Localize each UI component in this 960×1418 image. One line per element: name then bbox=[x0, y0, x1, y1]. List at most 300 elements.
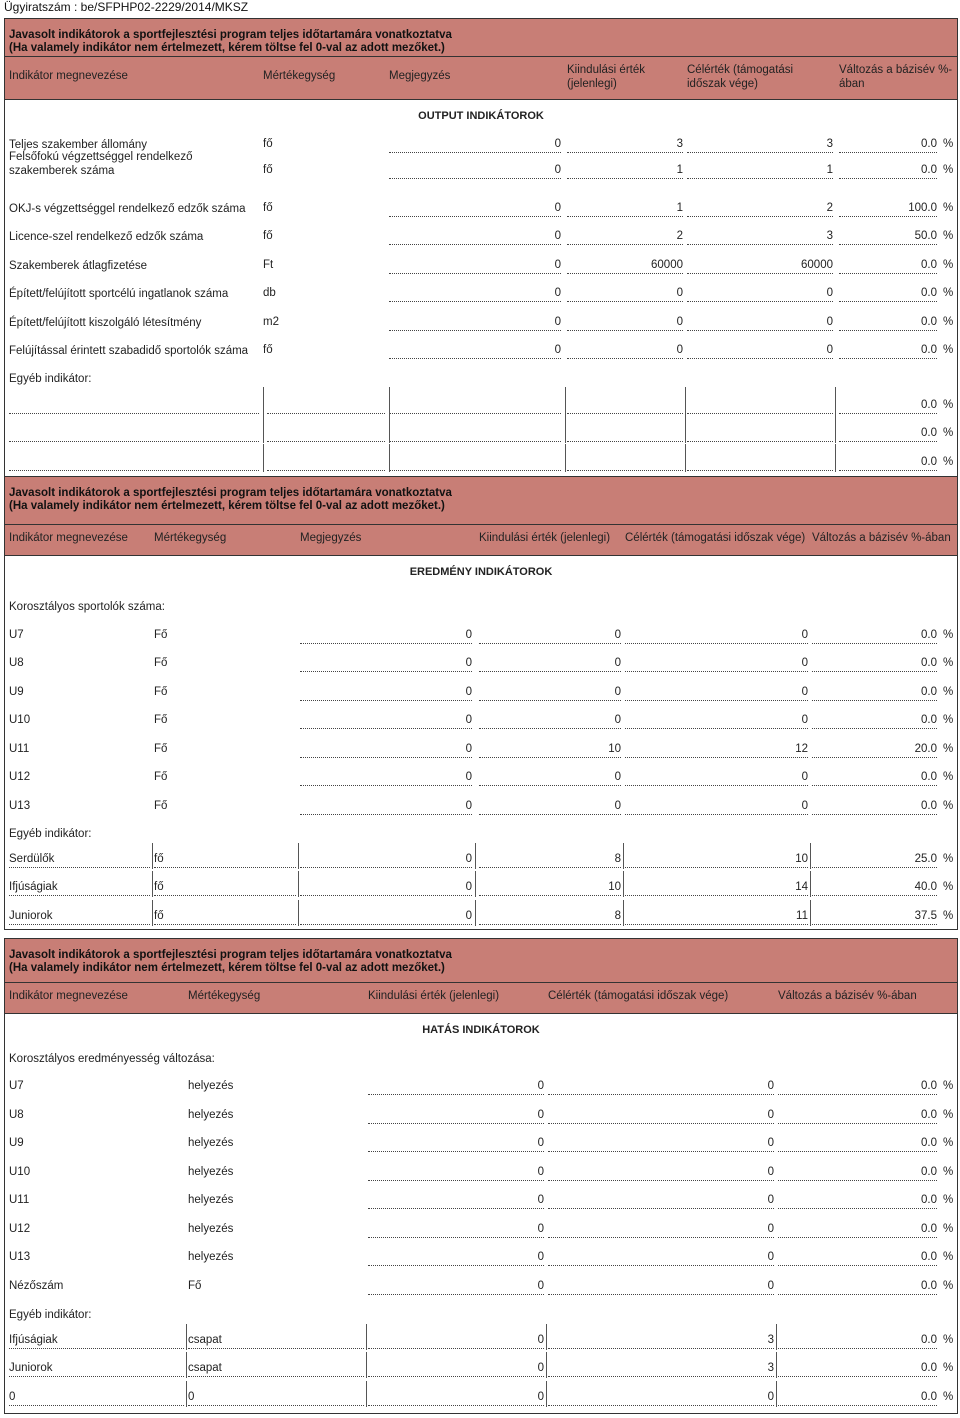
result-banner bbox=[5, 477, 957, 525]
indicator-unit: fő bbox=[263, 138, 273, 150]
column-divider bbox=[475, 843, 476, 869]
column-divider bbox=[366, 1324, 367, 1350]
start-value: 0 bbox=[465, 771, 472, 783]
change-value: 0.0 bbox=[921, 259, 937, 271]
start-value: 0 bbox=[554, 138, 561, 150]
change-value: 0.0 bbox=[921, 1391, 937, 1403]
indicator-name: U10 bbox=[9, 714, 31, 726]
end-value: 0 bbox=[676, 316, 683, 328]
target-value: 0 bbox=[767, 1166, 774, 1178]
banner-line1: Javasolt indikátorok a sportfejlesztési program teljes időtartamára vonatkoztatva bbox=[9, 949, 452, 961]
change-value: 0.0 bbox=[921, 1251, 937, 1263]
name-line bbox=[9, 924, 150, 925]
target-value: 0 bbox=[801, 800, 808, 812]
banner-line2: (Ha valamely indikátor nem értelmezett, kérem töltse fel 0-val az adott mezőket.) bbox=[9, 962, 445, 974]
start-value: 0 bbox=[554, 316, 561, 328]
column-divider bbox=[546, 1352, 547, 1378]
percent-sign: % bbox=[943, 202, 954, 214]
start-value: 0 bbox=[537, 1166, 544, 1178]
col-header-start: Kiindulási érték (jelenlegi) bbox=[368, 990, 500, 1002]
column-divider bbox=[263, 444, 264, 472]
change-line bbox=[839, 301, 937, 302]
target-value-line bbox=[548, 1123, 774, 1124]
indicator-name: U7 bbox=[9, 629, 24, 641]
column-divider bbox=[152, 843, 153, 869]
empty-field-line bbox=[567, 413, 683, 414]
indicator-unit: helyezés bbox=[188, 1251, 234, 1263]
target-value-line bbox=[625, 867, 808, 868]
column-divider bbox=[366, 1352, 367, 1378]
unit-line bbox=[154, 895, 296, 896]
column-divider bbox=[623, 900, 624, 926]
change-value: 0.0 bbox=[921, 686, 937, 698]
empty-field-line bbox=[567, 470, 683, 471]
change-line bbox=[778, 1265, 937, 1266]
result-header-row bbox=[5, 525, 957, 556]
target-value: 2 bbox=[826, 202, 833, 214]
col-header-note: Megjegyzés bbox=[389, 70, 451, 82]
unit-line bbox=[154, 867, 296, 868]
percent-sign: % bbox=[943, 743, 954, 755]
target-value-line bbox=[548, 1094, 774, 1095]
column-divider bbox=[546, 1324, 547, 1350]
change-value: 0.0 bbox=[921, 1166, 937, 1178]
indicator-unit: helyezés bbox=[188, 1137, 234, 1149]
indicator-unit: fő bbox=[263, 344, 273, 356]
start-value-line bbox=[368, 1405, 544, 1406]
target-value-line bbox=[548, 1180, 774, 1181]
percent-sign: % bbox=[943, 230, 954, 242]
end-value: 0 bbox=[676, 344, 683, 356]
impact-section bbox=[4, 938, 958, 1414]
empty-field-line bbox=[389, 413, 561, 414]
start-line bbox=[389, 178, 561, 179]
percent-sign: % bbox=[943, 1109, 954, 1121]
output-header-row bbox=[5, 57, 957, 100]
indicator-name: Felsőfokú végzettséggel rendelkező szakemberek száma bbox=[9, 151, 193, 177]
change-value: 0.0 bbox=[921, 427, 937, 439]
start-line bbox=[389, 152, 561, 153]
indicator-unit: fő bbox=[154, 910, 164, 922]
start-line bbox=[389, 330, 561, 331]
note-line bbox=[300, 671, 472, 672]
target-value: 0 bbox=[767, 1194, 774, 1206]
indicator-unit: csapat bbox=[188, 1362, 222, 1374]
end-value: 3 bbox=[676, 138, 683, 150]
change-line bbox=[839, 152, 937, 153]
note-line bbox=[300, 924, 472, 925]
empty-field-line bbox=[687, 441, 833, 442]
target-value: 0 bbox=[767, 1080, 774, 1092]
target-value: 0 bbox=[801, 657, 808, 669]
col-header-start: Kiindulási érték (jelenlegi) bbox=[567, 64, 645, 90]
group-label: Korosztályos sportolók száma: bbox=[9, 601, 165, 613]
percent-sign: % bbox=[943, 686, 954, 698]
column-divider bbox=[186, 1352, 187, 1378]
start-value: 0 bbox=[465, 800, 472, 812]
indicator-name: Felújítással érintett szabadidő sportolók száma bbox=[9, 345, 249, 357]
start-value-line bbox=[368, 1123, 544, 1124]
indicator-unit: helyezés bbox=[188, 1080, 234, 1092]
banner-line2: (Ha valamely indikátor nem értelmezett, kérem töltse fel 0-val az adott mezőket.) bbox=[9, 500, 445, 512]
column-divider bbox=[623, 871, 624, 897]
start-value: 0 bbox=[465, 881, 472, 893]
empty-field-line bbox=[9, 441, 259, 442]
col-header-unit: Mértékegység bbox=[154, 532, 227, 544]
change-value: 0.0 bbox=[921, 771, 937, 783]
column-divider bbox=[810, 900, 811, 926]
target-value: 3 bbox=[767, 1334, 774, 1346]
start-value-line bbox=[368, 1294, 544, 1295]
indicator-name: Juniorok bbox=[9, 910, 53, 922]
change-line bbox=[839, 358, 937, 359]
indicator-name: Teljes szakember állomány bbox=[9, 139, 148, 151]
col-header-name: Indikátor megnevezése bbox=[9, 990, 128, 1002]
col-header-target: Célérték (támogatási időszak vége) bbox=[687, 64, 794, 90]
percent-sign: % bbox=[943, 771, 954, 783]
file-id: Ügyiratszám : be/SFPHP02-2229/2014/MKSZ bbox=[4, 0, 249, 14]
change-value: 0.0 bbox=[921, 399, 937, 411]
change-value: 0.0 bbox=[921, 1109, 937, 1121]
column-divider bbox=[263, 415, 264, 443]
change-line bbox=[839, 216, 937, 217]
change-value: 0.0 bbox=[921, 1334, 937, 1346]
column-divider bbox=[685, 444, 686, 472]
percent-sign: % bbox=[943, 1334, 954, 1346]
column-divider bbox=[186, 1381, 187, 1407]
indicator-name: U13 bbox=[9, 800, 31, 812]
column-divider bbox=[389, 415, 390, 443]
result-section bbox=[4, 476, 958, 930]
target-value-line bbox=[548, 1376, 774, 1377]
column-divider bbox=[298, 871, 299, 897]
change-line bbox=[812, 924, 937, 925]
column-divider bbox=[565, 444, 566, 472]
empty-field-line bbox=[9, 470, 259, 471]
percent-sign: % bbox=[943, 427, 954, 439]
target-value: 0 bbox=[826, 344, 833, 356]
unit-line bbox=[188, 1348, 364, 1349]
end-value-line bbox=[567, 216, 683, 217]
percent-sign: % bbox=[943, 138, 954, 150]
change-line bbox=[839, 330, 937, 331]
indicator-name: U9 bbox=[9, 686, 24, 698]
start-value: 0 bbox=[537, 1080, 544, 1092]
percent-sign: % bbox=[943, 1251, 954, 1263]
end-value: 2 bbox=[676, 230, 683, 242]
indicator-name: OKJ-s végzettséggel rendelkező edzők száma bbox=[9, 203, 246, 215]
empty-field-line bbox=[267, 441, 385, 442]
end-value: 1 bbox=[676, 202, 683, 214]
group-label: Korosztályos eredményesség változása: bbox=[9, 1053, 215, 1065]
percent-sign: % bbox=[943, 1362, 954, 1374]
end-value-line bbox=[479, 785, 621, 786]
impact-banner bbox=[5, 939, 957, 983]
start-value: 0 bbox=[537, 1280, 544, 1292]
percent-sign: % bbox=[943, 287, 954, 299]
change-value: 25.0 bbox=[914, 853, 937, 865]
percent-sign: % bbox=[943, 629, 954, 641]
target-value: 3 bbox=[826, 138, 833, 150]
empty-field-line bbox=[687, 413, 833, 414]
column-divider bbox=[263, 387, 264, 415]
target-value: 0 bbox=[767, 1391, 774, 1403]
target-value-line bbox=[687, 358, 833, 359]
target-value: 11 bbox=[796, 910, 808, 922]
target-value: 0 bbox=[801, 714, 808, 726]
start-value: 0 bbox=[554, 344, 561, 356]
change-line bbox=[812, 671, 937, 672]
end-value-line bbox=[567, 301, 683, 302]
note-line bbox=[300, 700, 472, 701]
target-value-line bbox=[625, 924, 808, 925]
start-line bbox=[389, 216, 561, 217]
percent-sign: % bbox=[943, 316, 954, 328]
indicator-unit: helyezés bbox=[188, 1194, 234, 1206]
start-value: 0 bbox=[537, 1109, 544, 1121]
unit-line bbox=[188, 1376, 364, 1377]
change-line bbox=[778, 1094, 937, 1095]
indicator-unit: fő bbox=[263, 202, 273, 214]
percent-sign: % bbox=[943, 657, 954, 669]
target-value-line bbox=[548, 1265, 774, 1266]
column-divider bbox=[152, 900, 153, 926]
start-line bbox=[389, 358, 561, 359]
indicator-name: 0 bbox=[9, 1391, 16, 1403]
percent-sign: % bbox=[943, 1137, 954, 1149]
indicator-name: U7 bbox=[9, 1080, 24, 1092]
indicator-unit: csapat bbox=[188, 1334, 222, 1346]
percent-sign: % bbox=[943, 800, 954, 812]
indicator-name: Szakemberek átlagfizetése bbox=[9, 260, 148, 272]
change-line bbox=[778, 1180, 937, 1181]
indicator-unit: Fő bbox=[154, 714, 168, 726]
target-value-line bbox=[625, 785, 808, 786]
end-value: 0 bbox=[614, 629, 621, 641]
target-value-line bbox=[687, 273, 833, 274]
indicator-unit: Fő bbox=[188, 1280, 202, 1292]
col-header-start: Kiindulási érték (jelenlegi) bbox=[479, 532, 611, 544]
percent-sign: % bbox=[943, 881, 954, 893]
name-line bbox=[9, 1376, 184, 1377]
target-value-line bbox=[687, 301, 833, 302]
change-line bbox=[778, 1151, 937, 1152]
target-value-line bbox=[687, 178, 833, 179]
end-value-line bbox=[567, 273, 683, 274]
column-divider bbox=[475, 900, 476, 926]
change-value: 0.0 bbox=[921, 800, 937, 812]
name-line bbox=[9, 867, 150, 868]
target-value-line bbox=[625, 895, 808, 896]
indicator-name: U11 bbox=[9, 743, 30, 755]
column-divider bbox=[835, 415, 836, 443]
target-value: 3 bbox=[767, 1362, 774, 1374]
note-line bbox=[300, 643, 472, 644]
unit-line bbox=[188, 1405, 364, 1406]
target-value: 1 bbox=[826, 164, 833, 176]
start-value: 0 bbox=[554, 202, 561, 214]
indicator-unit: Ft bbox=[263, 259, 274, 271]
percent-sign: % bbox=[943, 1166, 954, 1178]
start-value: 0 bbox=[465, 714, 472, 726]
change-line bbox=[778, 1237, 937, 1238]
indicator-name: Licence-szel rendelkező edzők száma bbox=[9, 231, 204, 243]
start-value: 0 bbox=[465, 910, 472, 922]
percent-sign: % bbox=[943, 344, 954, 356]
column-divider bbox=[565, 415, 566, 443]
change-line bbox=[812, 895, 937, 896]
indicator-unit: fő bbox=[263, 230, 273, 242]
note-line bbox=[300, 867, 472, 868]
target-value: 3 bbox=[826, 230, 833, 242]
indicator-unit: db bbox=[263, 287, 276, 299]
target-value: 12 bbox=[795, 743, 808, 755]
end-value: 10 bbox=[608, 881, 621, 893]
indicator-name: U10 bbox=[9, 1166, 31, 1178]
end-value-line bbox=[479, 867, 621, 868]
end-value: 1 bbox=[676, 164, 683, 176]
target-value: 0 bbox=[801, 771, 808, 783]
start-value-line bbox=[368, 1180, 544, 1181]
percent-sign: % bbox=[943, 714, 954, 726]
end-value: 0 bbox=[614, 800, 621, 812]
column-divider bbox=[810, 843, 811, 869]
indicator-unit: fő bbox=[263, 164, 273, 176]
banner-line1: Javasolt indikátorok a sportfejlesztési program teljes időtartamára vonatkoztatva bbox=[9, 487, 452, 499]
start-value: 0 bbox=[554, 259, 561, 271]
target-value-line bbox=[548, 1294, 774, 1295]
target-value-line bbox=[548, 1405, 774, 1406]
end-value-line bbox=[567, 358, 683, 359]
change-line bbox=[778, 1376, 937, 1377]
start-value: 0 bbox=[537, 1362, 544, 1374]
col-header-target: Célérték (támogatási időszak vége) bbox=[625, 532, 806, 544]
end-value: 0 bbox=[614, 686, 621, 698]
empty-field-line bbox=[389, 441, 561, 442]
start-value-line bbox=[368, 1348, 544, 1349]
change-value: 0.0 bbox=[921, 138, 937, 150]
column-divider bbox=[366, 1381, 367, 1407]
name-line bbox=[9, 895, 150, 896]
indicator-unit: helyezés bbox=[188, 1166, 234, 1178]
target-value-line bbox=[687, 152, 833, 153]
start-value: 0 bbox=[537, 1137, 544, 1149]
target-value-line bbox=[625, 757, 808, 758]
end-value: 8 bbox=[614, 910, 621, 922]
note-line bbox=[300, 814, 472, 815]
end-value: 0 bbox=[614, 771, 621, 783]
change-value: 0.0 bbox=[921, 1223, 937, 1235]
col-header-unit: Mértékegység bbox=[263, 70, 336, 82]
percent-sign: % bbox=[943, 164, 954, 176]
change-line bbox=[812, 700, 937, 701]
change-line bbox=[839, 470, 937, 471]
col-header-name: Indikátor megnevezése bbox=[9, 532, 128, 544]
col-header-note: Megjegyzés bbox=[300, 532, 362, 544]
indicator-name: U8 bbox=[9, 657, 24, 669]
end-value-line bbox=[479, 700, 621, 701]
end-value-line bbox=[567, 330, 683, 331]
column-divider bbox=[565, 387, 566, 415]
end-value: 8 bbox=[614, 853, 621, 865]
start-value: 0 bbox=[465, 657, 472, 669]
target-value-line bbox=[625, 700, 808, 701]
change-value: 0.0 bbox=[921, 629, 937, 641]
indicator-unit: helyezés bbox=[188, 1223, 234, 1235]
target-value: 60000 bbox=[801, 259, 833, 271]
start-value: 0 bbox=[554, 287, 561, 299]
end-value: 0 bbox=[614, 657, 621, 669]
change-value: 0.0 bbox=[921, 344, 937, 356]
indicator-name: U9 bbox=[9, 1137, 24, 1149]
start-value: 0 bbox=[465, 686, 472, 698]
start-value-line bbox=[368, 1237, 544, 1238]
change-line bbox=[778, 1294, 937, 1295]
indicator-name: U13 bbox=[9, 1251, 31, 1263]
indicator-unit: Fő bbox=[154, 800, 168, 812]
start-value-line bbox=[368, 1151, 544, 1152]
col-header-change: Változás a bázisév %-ában bbox=[778, 990, 917, 1002]
target-value-line bbox=[625, 643, 808, 644]
column-divider bbox=[546, 1381, 547, 1407]
indicator-name: Épített/felújított sportcélú ingatlanok száma bbox=[9, 288, 229, 300]
start-value: 0 bbox=[537, 1194, 544, 1206]
empty-field-line bbox=[389, 470, 561, 471]
end-value: 0 bbox=[676, 287, 683, 299]
indicator-name: Ifjúságiak bbox=[9, 881, 58, 893]
indicator-unit: Fő bbox=[154, 629, 168, 641]
output-title: OUTPUT INDIKÁTOROK bbox=[418, 110, 544, 122]
change-value: 0.0 bbox=[921, 1137, 937, 1149]
target-value: 0 bbox=[826, 316, 833, 328]
target-value-line bbox=[625, 814, 808, 815]
start-line bbox=[389, 244, 561, 245]
column-divider bbox=[685, 415, 686, 443]
target-value: 0 bbox=[826, 287, 833, 299]
indicator-name: U12 bbox=[9, 771, 31, 783]
column-divider bbox=[389, 444, 390, 472]
other-indicator-label: Egyéb indikátor: bbox=[9, 1309, 92, 1321]
target-value-line bbox=[548, 1208, 774, 1209]
change-value: 50.0 bbox=[914, 230, 937, 242]
column-divider bbox=[298, 900, 299, 926]
percent-sign: % bbox=[943, 853, 954, 865]
percent-sign: % bbox=[943, 456, 954, 468]
indicator-name: Juniorok bbox=[9, 1362, 53, 1374]
empty-field-line bbox=[567, 441, 683, 442]
change-value: 20.0 bbox=[914, 743, 937, 755]
change-value: 0.0 bbox=[921, 1080, 937, 1092]
column-divider bbox=[835, 444, 836, 472]
change-line bbox=[812, 785, 937, 786]
impact-header-row bbox=[5, 983, 957, 1014]
target-value-line bbox=[625, 671, 808, 672]
column-divider bbox=[298, 843, 299, 869]
indicator-name: U12 bbox=[9, 1223, 31, 1235]
end-value-line bbox=[479, 895, 621, 896]
end-value-line bbox=[567, 152, 683, 153]
change-value: 0.0 bbox=[921, 1280, 937, 1292]
change-value: 0.0 bbox=[921, 164, 937, 176]
change-line bbox=[839, 413, 937, 414]
change-value: 0.0 bbox=[921, 456, 937, 468]
percent-sign: % bbox=[943, 910, 954, 922]
end-value-line bbox=[479, 757, 621, 758]
start-value: 0 bbox=[465, 743, 472, 755]
start-value: 0 bbox=[554, 164, 561, 176]
column-divider bbox=[389, 387, 390, 415]
change-line bbox=[839, 178, 937, 179]
